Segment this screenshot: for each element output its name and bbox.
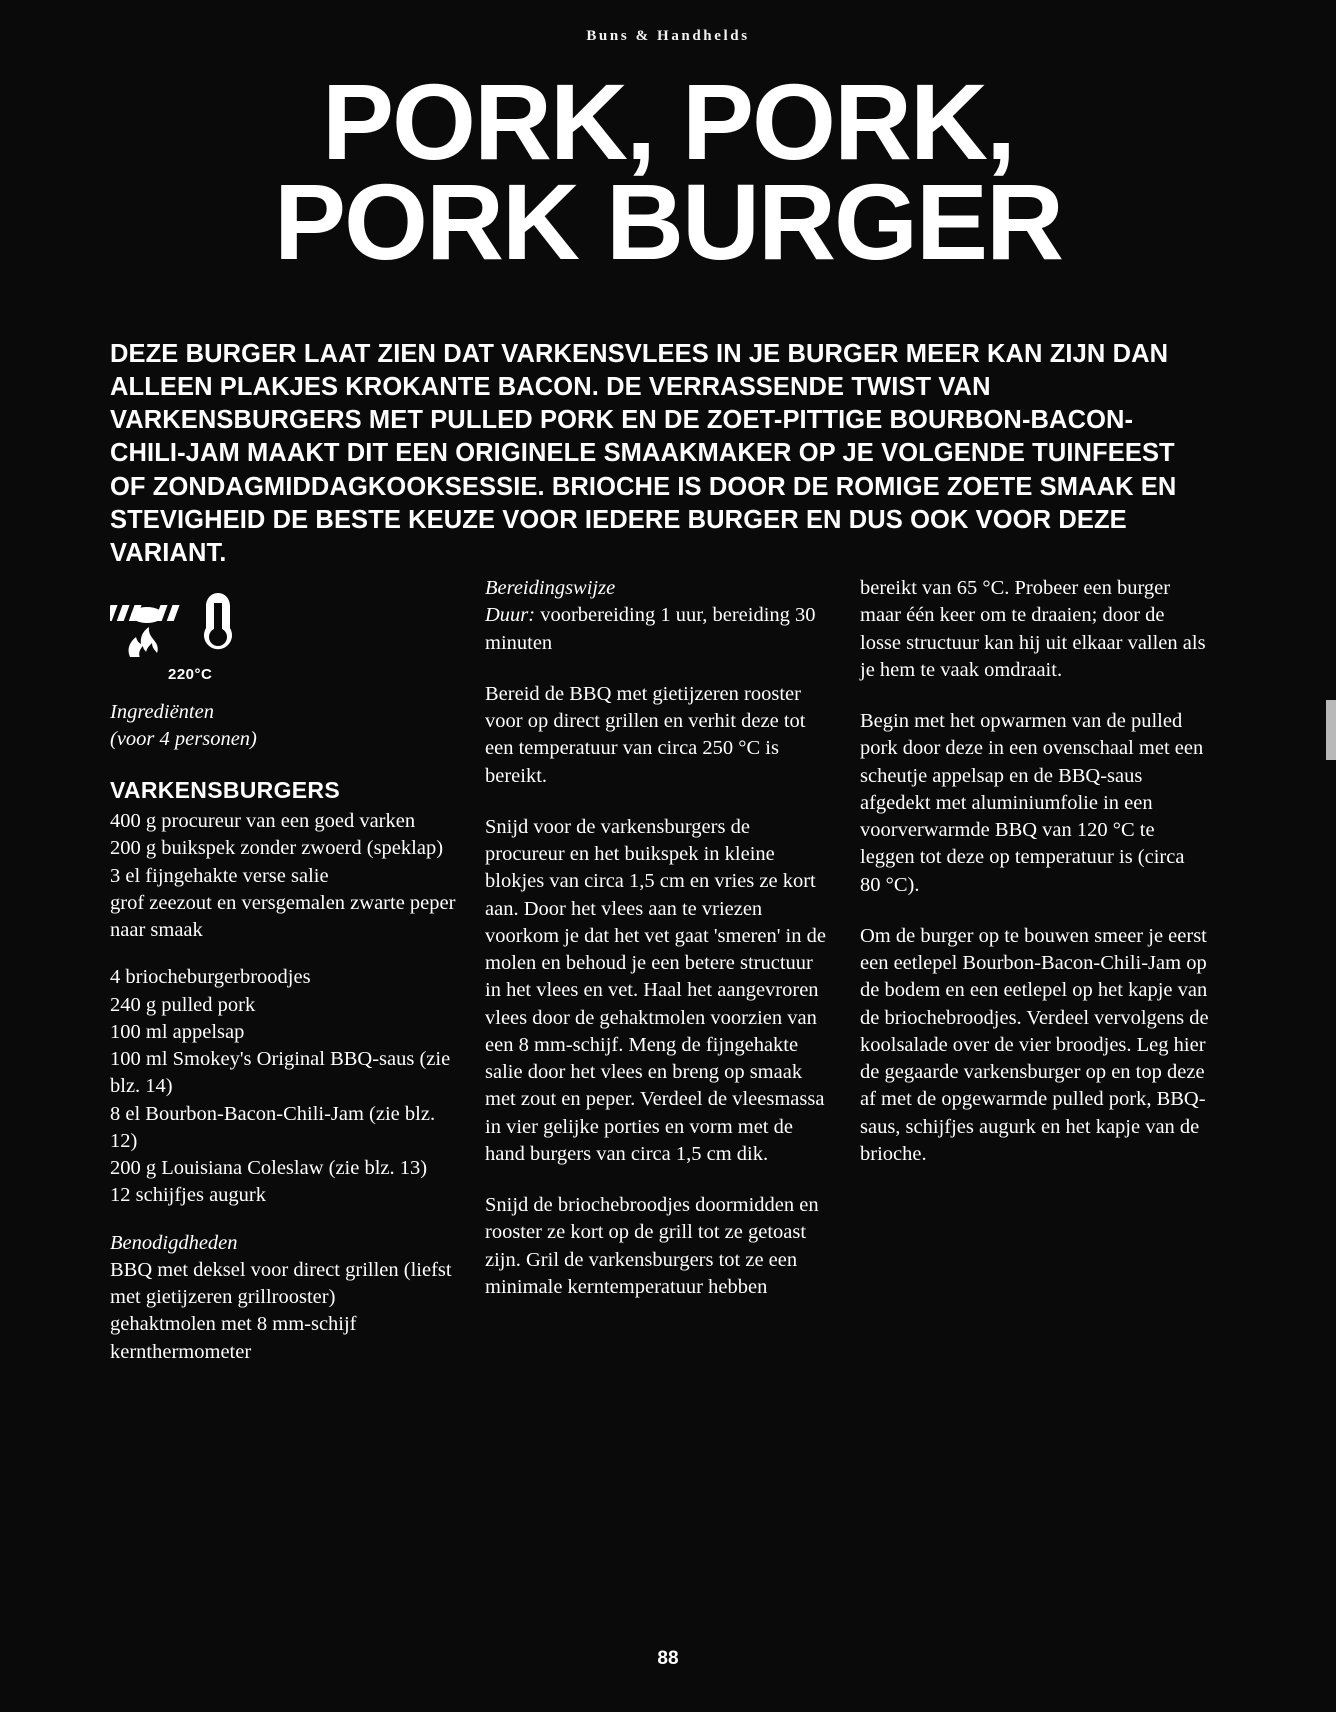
list-item: BBQ met deksel voor direct grillen (liefst met gietijzeren grillrooster) <box>110 1258 452 1309</box>
method-paragraph: Om de burger op te bouwen smeer je eerst een eetlepel Bourbon-Bacon-Chili-Jam op de bodem en een eetlepel op het kapje van de briochebroodjes. Verdeel vervolgens de koolsalade over de vier broodjes. Leg hier de gegaarde varkensburger op en top deze af met de opgewarmde pulled pork, BBQ-saus, schijfjes augurk en het kapje van de brioche. <box>860 924 1209 1165</box>
duration-value: voorbereiding 1 uur, bereiding 30 minuten <box>485 604 816 654</box>
page-title-line-2: PORK BURGER <box>273 161 1063 283</box>
list-item: 4 briocheburgerbroodjes <box>110 966 311 989</box>
page-edge-highlight <box>1326 700 1336 760</box>
ingredients-list-b <box>110 964 460 1209</box>
list-item: 12 schijfjes augurk <box>110 1184 266 1207</box>
list-item: grof zeezout en versgemalen zwarte peper naar smaak <box>110 891 456 942</box>
column-ingredients <box>110 575 460 1366</box>
equipment-heading: Benodigdheden <box>110 1231 238 1254</box>
method-paragraph: Begin met het opwarmen van de pulled pork door deze in een ovenschaal met een scheutje appelsap en de BBQ-saus afgedekt met aluminiumfolie in een voorverwarmde BBQ van 120 °C te leggen tot deze op temperatuur is (circa 80 °C). <box>860 710 1204 896</box>
list-spacer <box>110 944 460 964</box>
list-item: 3 el fijngehakte verse salie <box>110 864 329 887</box>
list-item: 200 g Louisiana Coleslaw (zie blz. 13) <box>110 1157 428 1180</box>
method-paragraph: Snijd voor de varkensburgers de procureur en het buikspek in kleine blokjes van circa 1,5 cm en vries ze kort aan. Door het vlees aan te vriezen voorkom je dat het vet gaat 'smeren' in de molen en behoud je een betere structuur in het vlees en vet. Haal het aangevroren vlees door de gehaktmolen voorzien van een 8 mm-schijf. Meng de fijngehakte salie door het vlees en breng op smaak met zout en peper. Verdeel de vleesmassa in vier gelijke porties en vorm met de hand burgers van circa 1,5 cm dik. <box>485 815 826 1165</box>
duration-line <box>485 602 830 657</box>
column-method <box>485 575 830 1325</box>
method-paragraph: Snijd de briochebroodjes doormidden en rooster ze kort op de grill tot ze getoast zijn. Gril de varkensburgers tot ze een minimale kerntemperatuur hebben <box>485 1194 819 1298</box>
ingredients-heading: Ingrediënten <box>110 700 214 723</box>
list-item: kernthermometer <box>110 1340 252 1363</box>
page-title <box>108 61 1228 283</box>
list-item: 100 ml appelsap <box>110 1020 245 1043</box>
thermometer-icon <box>200 591 236 661</box>
page-title-line-1: PORK, PORK, <box>321 61 1015 182</box>
method-paragraph: bereikt van 65 °C. Probeer een burger maar één keer om te draaien; door de losse structuur kan hij uit elkaar vallen als je hem te vaak omdraait. <box>860 577 1206 681</box>
equipment-list <box>110 1257 460 1366</box>
method-paragraph: Bereid de BBQ met gietijzeren rooster voor op direct grillen en verhit deze tot een temperatuur van circa 250 °C is bereikt. <box>485 682 806 787</box>
intro-paragraph: DEZE BURGER LAAT ZIEN DAT VARKENSVLEES IN JE BURGER MEER KAN ZIJN DAN ALLEEN PLAKJES KROKANTE BACON. DE VERRASSENDE TWIST VAN VARKENSBURGERS MET PULLED PORK EN DE ZOET-PITTIGE BOURBON-BACON-CHILI-JAM MAAKT DIT EEN ORIGINELE SMAAKMAKER OP JE VOLGENDE TUINFEEST OF ZONDAGMIDDAGKOOKSESSIE. BRIOCHE IS DOOR DE ROMIGE ZOETE SMAAK EN STEVIGHEID DE BESTE KEUZE VOOR IEDERE BURGER EN DUS OOK VOOR DEZE VARIANT. <box>110 340 1177 567</box>
method-heading: Bereidingswijze <box>485 577 616 599</box>
chapter-label: Buns & Handhelds <box>586 28 750 44</box>
list-item: 200 g buikspek zonder zwoerd (speklap) <box>110 837 444 860</box>
ingredients-list-a <box>110 808 460 944</box>
list-item: 240 g pulled pork <box>110 993 256 1016</box>
icon-row <box>110 575 460 661</box>
ingredients-serves: (voor 4 personen) <box>110 728 257 751</box>
list-item: gehaktmolen met 8 mm-schijf <box>110 1313 357 1336</box>
duration-label: Duur: <box>485 604 536 627</box>
ingredients-subhead: VARKENSBURGERS <box>110 777 340 804</box>
column-method-continued <box>860 575 1210 1192</box>
list-item: 400 g procureur van een goed varken <box>110 810 416 833</box>
page-number: 88 <box>657 1648 679 1669</box>
list-item: 8 el Bourbon-Bacon-Chili-Jam (zie blz. 12) <box>110 1102 436 1152</box>
list-item: 100 ml Smokey's Original BBQ-saus (zie blz. 14) <box>110 1048 451 1098</box>
temperature-label: 220°C <box>168 666 213 683</box>
grill-flame-icon <box>110 601 184 661</box>
ingredients-heading-block <box>110 699 460 754</box>
list-spacer-2 <box>110 1210 460 1230</box>
